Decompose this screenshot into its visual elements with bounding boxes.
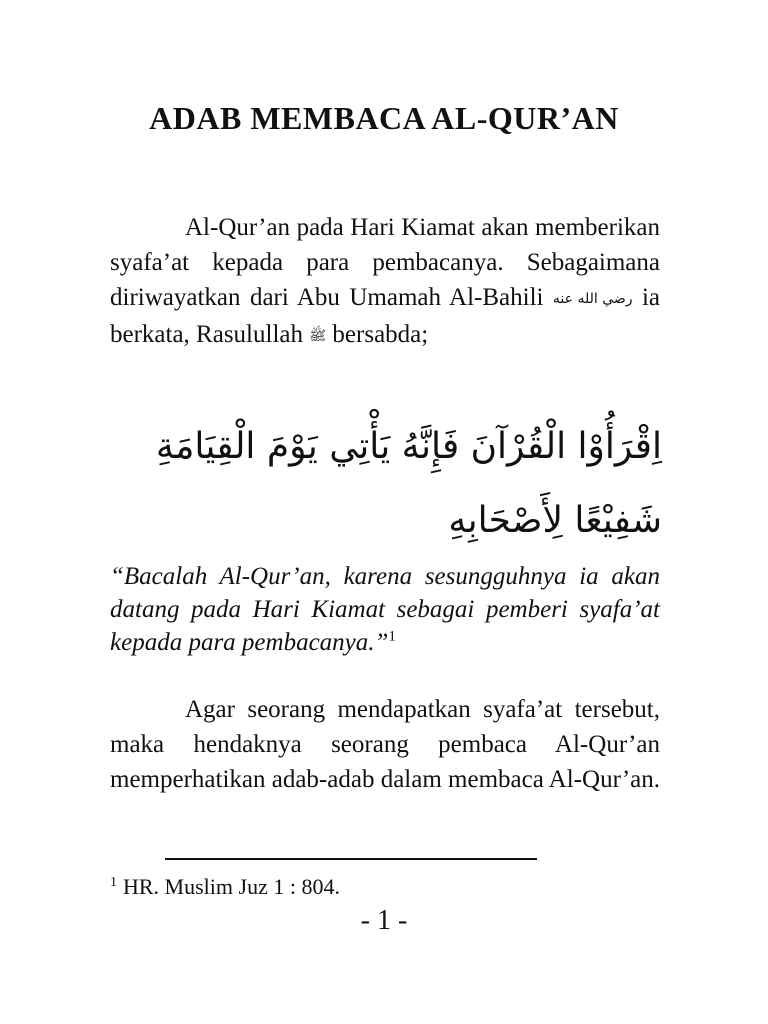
hadith-translation	[110, 560, 660, 659]
honorific-prophet-glyph: ﷺ	[309, 327, 327, 344]
closing-text: Agar seorang mendapatkan syafa’at tersebut, maka hendaknya seorang pembaca Al-Qur’an memperhatikan adab-adab dalam membaca Al-Qur’an.	[110, 696, 660, 793]
footnote-reference: 1	[388, 628, 396, 645]
footnote-divider	[165, 858, 537, 860]
page-title: ADAB MEMBACA AL-QUR’AN	[149, 100, 619, 136]
translation-text: “Bacalah Al-Qur’an, karena sesungguhnya ia akan datang pada Hari Kiamat sebagai pemberi syafa’at kepada para pembacanya.”	[110, 563, 660, 656]
footnote-number: 1	[110, 874, 117, 890]
footnote	[110, 874, 340, 900]
closing-paragraph	[110, 692, 660, 797]
footnote-text: HR. Muslim Juz 1 : 804.	[123, 874, 340, 899]
intro-paragraph	[110, 210, 660, 354]
intro-text-part2: ia berkata, Rasulullah	[110, 284, 661, 348]
hadith-arabic-line-1: اِقْرَأُوْا الْقُرْآنَ فَإِنَّهُ يَأْتِي يَوْمَ الْقِيَامَةِ	[155, 426, 662, 467]
honorific-companion-glyph: رضي الله عنه	[552, 290, 633, 307]
intro-text-part3: bersabda;	[332, 320, 429, 348]
intro-text-part1: Al-Qur’an pada Hari Kiamat akan memberikan syafa’at kepada para pembacanya. Sebagaimana diriwayatkan dari Abu Umamah Al-Bahili	[110, 214, 660, 311]
hadith-arabic-line-2: شَفِيْعًا لِأَصْحَابِهِ	[448, 500, 662, 541]
page-number: - 1 -	[360, 905, 408, 936]
